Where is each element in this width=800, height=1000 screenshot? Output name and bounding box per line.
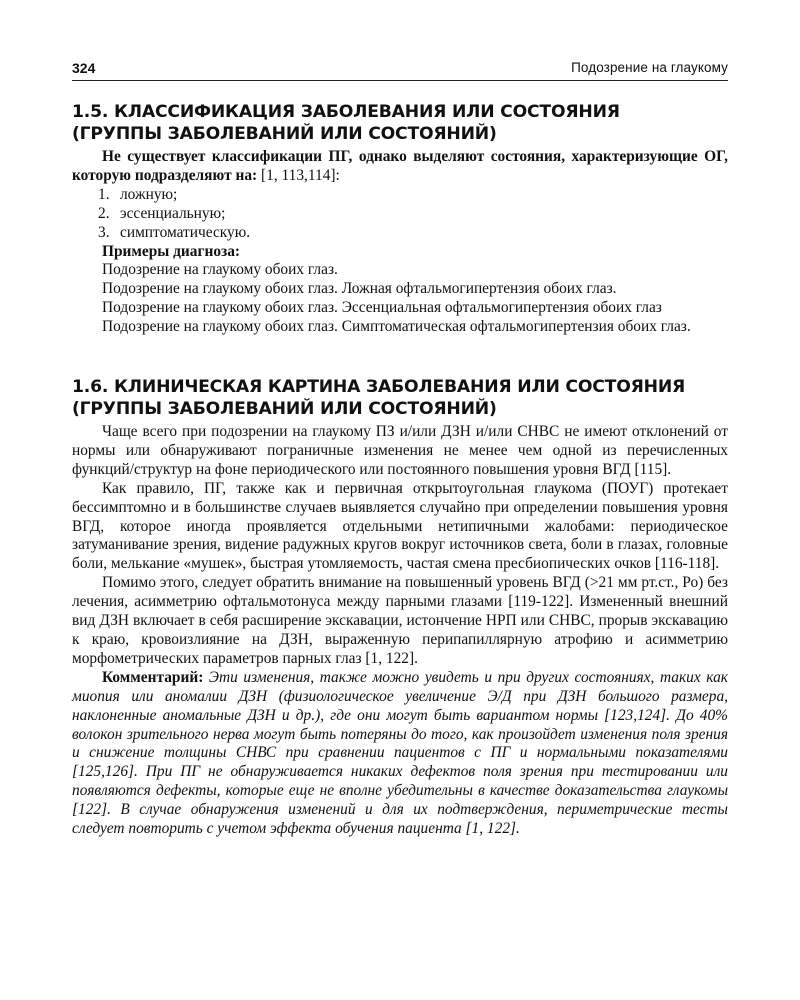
- section-1-6: [72, 376, 728, 839]
- list-number: 2.: [98, 204, 110, 222]
- list-text: эссенциальную;: [120, 204, 226, 222]
- classification-intro: [72, 148, 728, 186]
- example-diagnosis: Подозрение на глаукому обоих глаз.: [102, 261, 338, 279]
- list-number: 3.: [98, 223, 110, 241]
- section-1-5: [72, 101, 728, 337]
- running-title: Подозрение на глаукому: [571, 60, 728, 75]
- section-1-6-heading: [72, 376, 728, 420]
- clinical-paragraph: Как правило, ПГ, также как и первичная открытоугольная глаукома (ПОУГ) протекает бессимптомно и в большинстве случаев выявляется случайно при определении повышения уровня ВГД, которое иногда проявляется отдельными нетипичными жалобами: периодическое затуманивание зрения, видение радужных кругов вокруг источников света, боли в глазах, головные боли, мелькание «мушек», быстрая утомляемость, частая смена пресбиопических очков [116-118].: [72, 479, 728, 573]
- examples-label: Примеры диагноза:: [102, 242, 241, 260]
- comment-label: Комментарий:: [102, 668, 204, 686]
- intro-refs: [1, 113,114]:: [257, 166, 340, 184]
- running-header: [72, 58, 728, 81]
- heading-line: 1.5. КЛАССИФИКАЦИЯ ЗАБОЛЕВАНИЯ ИЛИ СОСТОЯНИЯ: [72, 102, 620, 122]
- page-number: 324: [72, 60, 96, 76]
- clinical-paragraph: Чаще всего при подозрении на глаукому ПЗ и/или ДЗН и/или СНВС не имеют отклонений от нормы или обнаруживают пограничные изменения не менее чем одной из перечисленных функций/структур на фоне периодического или постоянного повышения уровня ВГД [115].: [72, 423, 728, 478]
- clinical-paragraph: Помимо этого, следует обратить внимание на повышенный уровень ВГД (>21 мм рт.ст., Ро) без лечения, асимметрию офтальмотонуса между парными глазами [119-122]. Измененный внешний вид ДЗН включает в себя расширение экскавации, истончение НРП или СНВС, прорыв экскавацию к краю, кровоизлияние на ДЗН, выраженную перипапиллярную атрофию и асимметрию морфометрических параметров парных глаз [1, 122].: [72, 574, 728, 667]
- example-diagnosis: Подозрение на глаукому обоих глаз. Эссенциальная офтальмогипертензия обоих глаз: [102, 299, 662, 317]
- heading-line: (ГРУППЫ ЗАБОЛЕВАНИЙ ИЛИ СОСТОЯНИЙ): [72, 124, 497, 144]
- list-item: [98, 186, 728, 205]
- example-diagnosis: Подозрение на глаукому обоих глаз. Ложная офтальмогипертензия обоих глаз.: [102, 280, 617, 298]
- list-text: симптоматическую.: [120, 223, 251, 241]
- comment-text: Эти изменения, также можно увидеть и при других состояниях, таких как миопия или аномалии ДЗН (физиологическое увеличение Э/Д при ДЗН большого размера, наклоненные аномальные ДЗН и др.), где они могут быть вариантом нормы [123,124]. До 40% волокон зрительного нерва могут быть потеряны до того, как произойдет изменения поля зрения и снижение толщины СНВС при сравнении пациентов с ПГ и нормальными показателями [125,126]. При ПГ не обнаруживается никаких дефектов поля зрения при тестировании или появляются дефекты, которые еще не вполне убедительны в качестве доказательства глаукомы [122]. В случае обнаружения изменений и для их подтверждения, периметрические тесты следует повторить с учетом эффекта обучения пациента [1, 122].: [72, 668, 728, 838]
- heading-line: (ГРУППЫ ЗАБОЛЕВАНИЙ ИЛИ СОСТОЯНИЙ): [72, 399, 497, 419]
- classification-list: [72, 186, 728, 243]
- list-number: 1.: [98, 185, 110, 203]
- intro-bold-text: Не существует классификации ПГ, однако выделяют состояния, характеризующие ОГ, которую подразделяют на:: [72, 148, 728, 184]
- example-diagnosis: Подозрение на глаукому обоих глаз. Симптоматическая офтальмогипертензия обоих глаз.: [102, 318, 691, 336]
- list-item: [98, 224, 728, 243]
- section-1-5-heading: [72, 101, 728, 145]
- list-item: [98, 205, 728, 224]
- list-text: ложную;: [120, 185, 178, 203]
- comment-paragraph: [72, 669, 728, 839]
- heading-line: 1.6. КЛИНИЧЕСКАЯ КАРТИНА ЗАБОЛЕВАНИЯ ИЛИ СОСТОЯНИЯ: [72, 377, 686, 397]
